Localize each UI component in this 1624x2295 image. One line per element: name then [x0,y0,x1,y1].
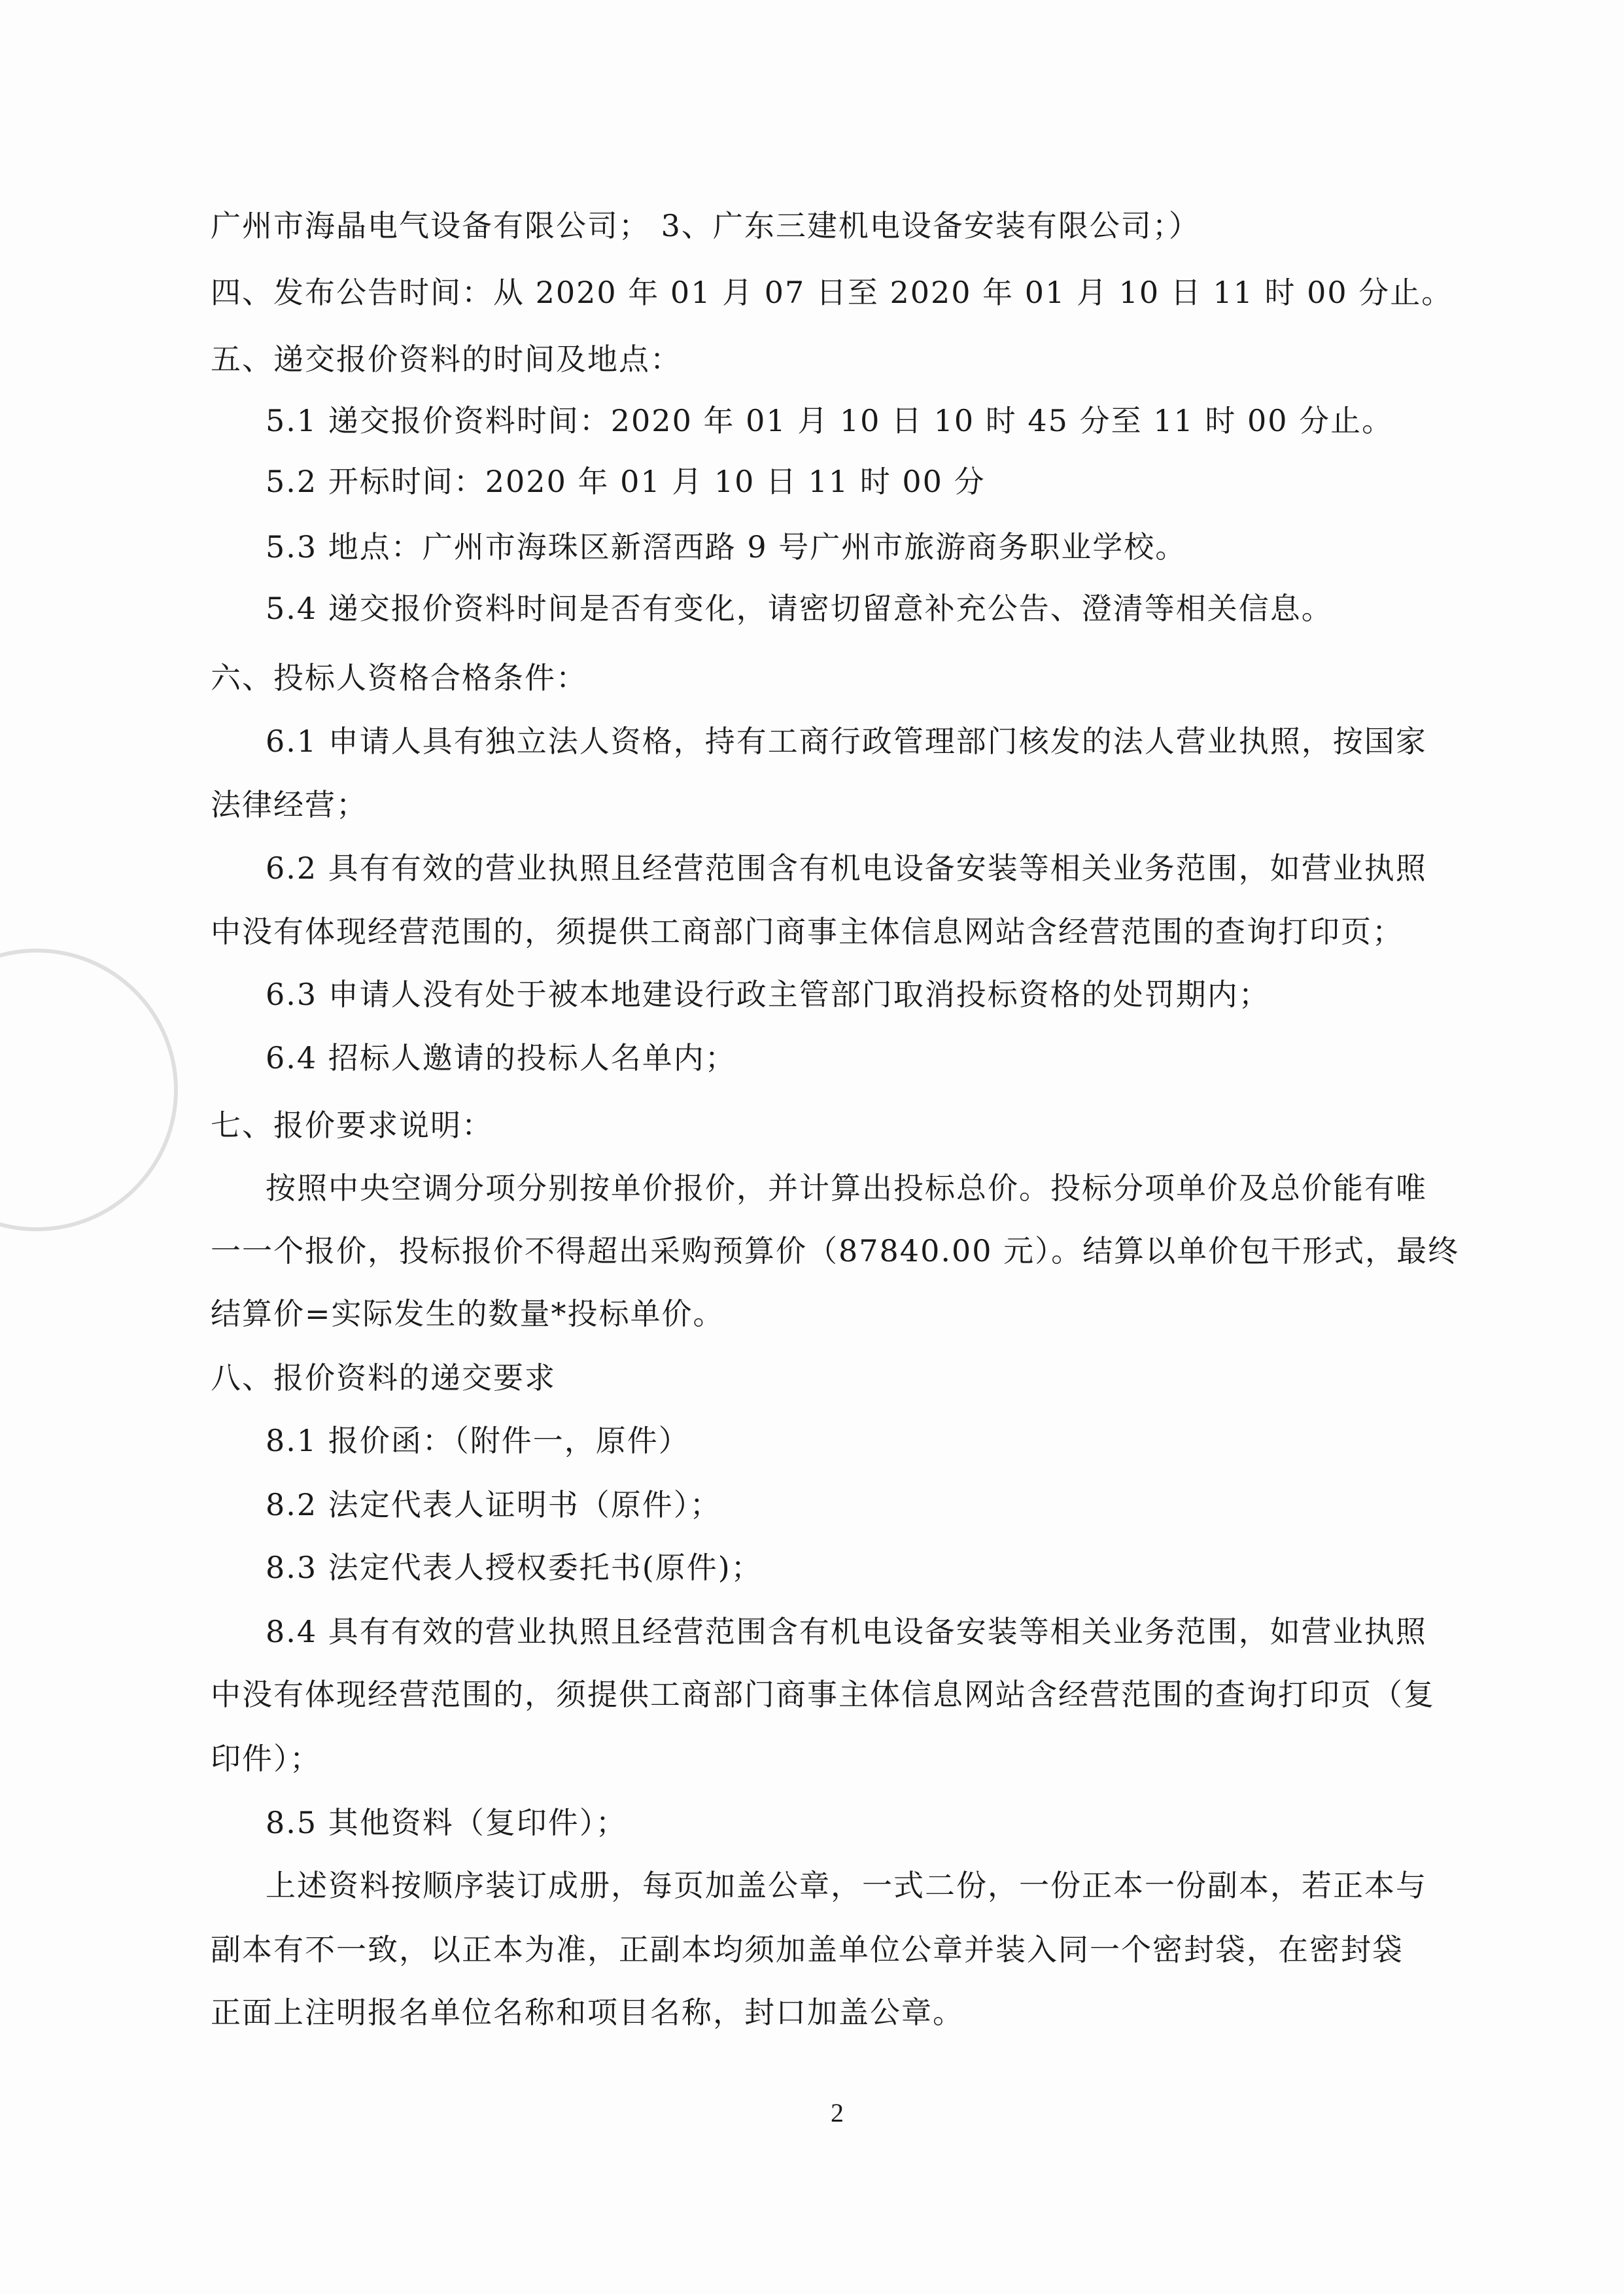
binding-paragraph-line-3: 正面上注明报名单位名称和项目名称，封口加盖公章。 [211,1995,964,2030]
item-8-4-continued-2: 印件）； [211,1741,321,1776]
page-number: 2 [831,2098,844,2128]
item-6-3: 6.3 申请人没有处于被本地建设行政主管部门取消投标资格的处罚期内； [266,977,1270,1012]
binding-paragraph-line-1: 上述资料按顺序装订成册，每页加盖公章，一式二份，一份正本一份副本，若正本与 [266,1868,1427,1903]
heading-submission-requirements: 八、报价资料的递交要求 [211,1360,556,1395]
item-6-2: 6.2 具有有效的营业执照且经营范围含有机电设备安装等相关业务范围，如营业执照 [266,850,1427,886]
quotation-paragraph-line-3: 结算价=实际发生的数量*投标单价。 [211,1296,725,1331]
heading-submission-time-place: 五、递交报价资料的时间及地点： [211,342,682,377]
item-6-4: 6.4 招标人邀请的投标人名单内； [266,1040,736,1076]
quotation-paragraph-line-2: 一一个报价，投标报价不得超出采购预算价（87840.00 元）。结算以单价包干形式，最终 [211,1233,1460,1269]
quotation-paragraph-line-1: 按照中央空调分项分别按单价报价，并计算出投标总价。投标分项单价及总价能有唯 [266,1170,1427,1206]
item-5-1: 5.1 递交报价资料时间：2020 年 01 月 10 日 10 时 45 分至 11 时 00 分止。 [266,403,1394,438]
binding-paragraph-line-2: 副本有不一致，以正本为准，正副本均须加盖单位公章并装入同一个密封袋，在密封袋 [211,1932,1404,1967]
text-line-bidder-list-continued: 广州市海晶电气设备有限公司； 3、广东三建机电设备安装有限公司；） [211,208,1200,243]
faint-stamp-arc [0,949,178,1231]
heading-bidder-qualifications: 六、投标人资格合格条件： [211,660,587,695]
item-6-1-continued: 法律经营； [211,787,368,822]
item-8-2: 8.2 法定代表人证明书（原件）； [266,1487,721,1522]
item-8-3: 8.3 法定代表人授权委托书(原件)； [266,1550,763,1585]
item-5-4: 5.4 递交报价资料时间是否有变化，请密切留意补充公告、澄清等相关信息。 [266,591,1333,626]
item-8-5: 8.5 其他资料（复印件）； [266,1805,627,1840]
heading-announcement-period: 四、发布公告时间：从 2020 年 01 月 07 日至 2020 年 01 月 10 日 11 时 00 分止。 [211,275,1453,310]
item-8-4: 8.4 具有有效的营业执照且经营范围含有机电设备安装等相关业务范围，如营业执照 [266,1614,1427,1649]
item-8-1: 8.1 报价函：（附件一，原件） [266,1423,690,1458]
item-6-2-continued: 中没有体现经营范围的，须提供工商部门商事主体信息网站含经营范围的查询打印页； [211,914,1404,949]
item-5-2: 5.2 开标时间：2020 年 01 月 10 日 11 时 00 分 [266,464,986,499]
heading-quotation-requirements: 七、报价要求说明： [211,1108,493,1143]
item-6-1: 6.1 申请人具有独立法人资格，持有工商行政管理部门核发的法人营业执照，按国家 [266,724,1427,759]
item-8-4-continued: 中没有体现经营范围的，须提供工商部门商事主体信息网站含经营范围的查询打印页（复 [211,1677,1435,1712]
item-5-3: 5.3 地点：广州市海珠区新滘西路 9 号广州市旅游商务职业学校。 [266,529,1187,565]
